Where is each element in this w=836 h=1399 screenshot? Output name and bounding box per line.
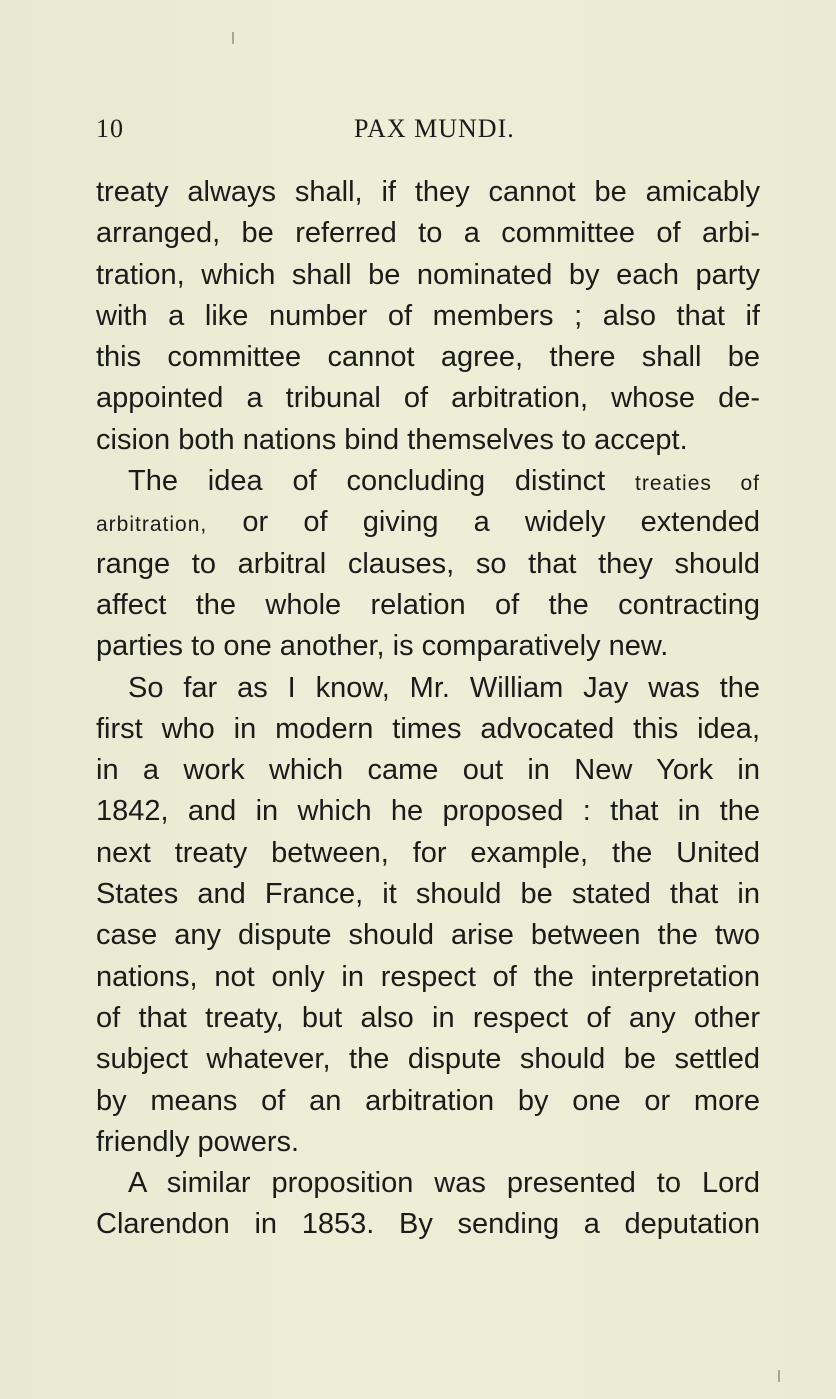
text-line-20: nations, not only in respect of the interpretation bbox=[96, 960, 760, 993]
text-line-24: friendly powers. bbox=[96, 1125, 300, 1158]
arbitration-small-caps: arbitration, bbox=[96, 513, 208, 537]
text-line-6: appointed a tribunal of arbitration, whose de- bbox=[96, 382, 760, 415]
text-line-4: with a like number of members ; also that if bbox=[96, 299, 760, 332]
text-line-8 bbox=[96, 461, 760, 502]
body-text bbox=[96, 172, 760, 1246]
text-line-19: case any dispute should arise between the two bbox=[96, 919, 760, 952]
text-line-7: cision both nations bind themselves to accept. bbox=[96, 423, 688, 456]
line-9-text: or of giving a widely extended bbox=[242, 506, 760, 539]
text-line-2: arranged, be referred to a committee of arbi- bbox=[96, 217, 760, 250]
text-line-13: So far as I know, Mr. William Jay was the bbox=[128, 671, 760, 704]
text-line-14: first who in modern times advocated this idea, bbox=[96, 712, 760, 745]
page-header bbox=[96, 114, 760, 154]
text-line-17: next treaty between, for example, the United bbox=[96, 836, 760, 869]
text-line-15: in a work which came out in New York in bbox=[96, 754, 760, 787]
text-line-25: A similar proposition was presented to Lord bbox=[128, 1167, 760, 1200]
text-line-10: range to arbitral clauses, so that they should bbox=[96, 547, 760, 580]
text-line-5: this committee cannot agree, there shall be bbox=[96, 341, 760, 374]
text-line-26: Clarendon in 1853. By sending a deputation bbox=[96, 1208, 760, 1241]
text-line-22: subject whatever, the dispute should be settled bbox=[96, 1043, 760, 1076]
text-line-1: treaty always shall, if they cannot be amicably bbox=[96, 176, 760, 208]
running-title: PAX MUNDI. bbox=[354, 114, 515, 143]
text-line-21: of that treaty, but also in respect of any other bbox=[96, 1001, 760, 1034]
page-number: 10 bbox=[96, 114, 124, 143]
print-speck bbox=[232, 32, 234, 44]
text-line-3: tration, which shall be nominated by each party bbox=[96, 258, 760, 291]
text-line-18: States and France, it should be stated that in bbox=[96, 878, 760, 911]
print-speck bbox=[778, 1370, 780, 1382]
text-line-16: 1842, and in which he proposed : that in the bbox=[96, 795, 760, 828]
text-line-9 bbox=[96, 502, 760, 543]
treaties-of-small-caps: treaties of bbox=[635, 472, 760, 496]
text-line-23: by means of an arbitration by one or more bbox=[96, 1084, 760, 1117]
text-line-12: parties to one another, is comparatively new. bbox=[96, 630, 669, 663]
text-line-11: affect the whole relation of the contracting bbox=[96, 588, 760, 621]
line-8-text: The idea of concluding distinct bbox=[128, 465, 606, 498]
